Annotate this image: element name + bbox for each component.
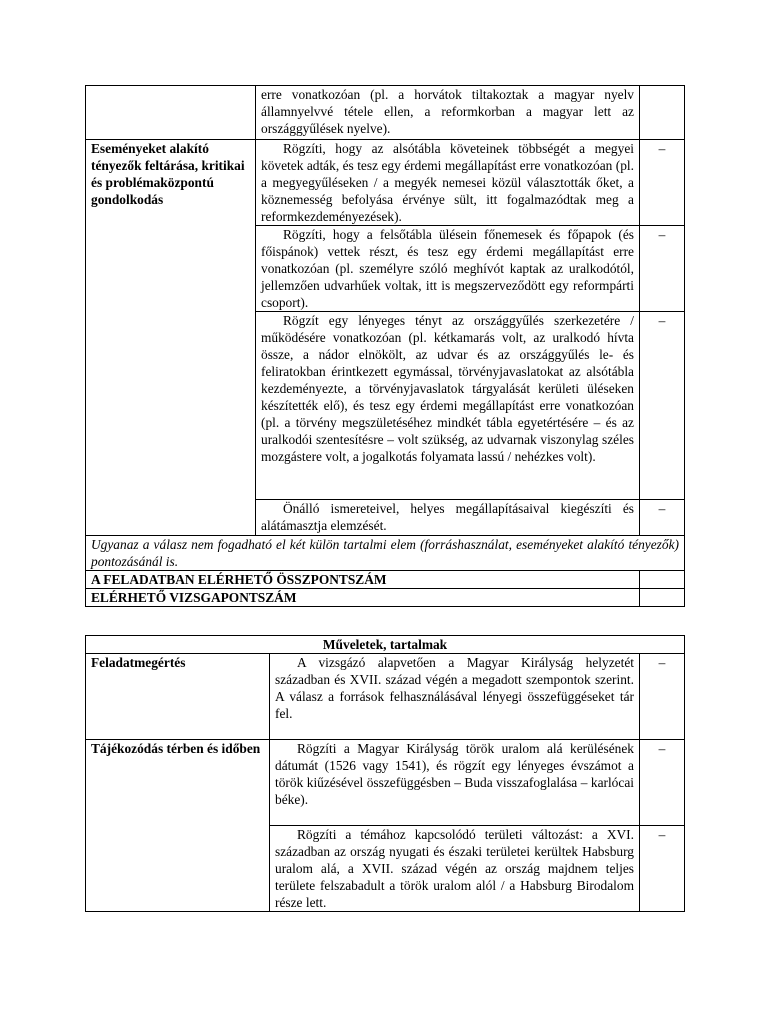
exam-total-label: ELÉRHETŐ VIZSGAPONTSZÁM <box>86 589 640 607</box>
task-total-label: A FELADATBAN ELÉRHETŐ ÖSSZPONTSZÁM <box>86 571 640 589</box>
points-cell: – <box>640 226 685 312</box>
note-text: Ugyanaz a válasz nem fogadható el két külön tartalmi elem (forráshasználat, eseményeket alakító tényezők) pontozásánál is. <box>86 536 685 571</box>
row-description: A vizsgázó alapvetően a Magyar Királyság helyzetét században és XVII. század végén a megadott szempontok szerint. A válasz a források felhasználásával lényegi összefüggéseket tár fel. <box>270 654 640 740</box>
points-cell: – <box>640 312 685 500</box>
criterion-label: Tájékozódás térben és időben <box>86 740 270 912</box>
row-description: Rögzít egy lényeges tényt az országgyűlés szerkezetére / működésére vonatkozóan (pl. kétkamarás volt, az uralkodó hívta össze, a nádor elnökölt, az udvar és az országgyűlés le- és feliratokban érintkezett egymással, törvényjavaslatokat az alsótábla kezdeményezte, a törvényjavaslatok tárgyalását kerületi üléseken készítették elő), és tesz egy érdemi megállapítást erre vonatkozóan (pl. a törvény megszületéséhez mindkét tábla egyetértésére – és az uralkodói szentesítésre – volt szükség, az udvarnak viszonylag széles mozgástere volt, a jogalkotás folyamata lassú / nehézkes volt). <box>256 312 640 500</box>
table-header: Műveletek, tartalmak <box>86 636 685 654</box>
criterion-label: Feladatmegértés <box>86 654 270 740</box>
row-description: Rögzíti, hogy a felsőtábla ülésein főnemesek és főpapok (és főispánok) vettek részt, és tesz egy érdemi megállapítást erre vonatkozóan (pl. személyre szóló meghívót kaptak az uralkodótól, jellemzően udvarhűek voltak, itt is megszerveződött egy reformpárti csoport). <box>256 226 640 312</box>
row-description: Rögzíti a témához kapcsolódó területi változást: a XVI. században az ország nyugati és északi területei kerültek Habsburg uralom alá, a XVII. század végén az ország majdnem teljes területe felszabadult a török uralom alól / a Habsburg Birodalom része lett. <box>270 826 640 912</box>
criterion-label: Eseményeket alakító tényezők feltárása, kritikai és problémaközpontú gondolkodás <box>86 140 256 536</box>
points-cell: – <box>640 654 685 740</box>
task-total-value <box>640 571 685 589</box>
criterion-cell-empty <box>86 86 256 140</box>
scoring-table-2 <box>85 635 685 912</box>
scoring-table-1 <box>85 85 685 607</box>
exam-total-value <box>640 589 685 607</box>
row-description: Rögzíti a Magyar Királyság török uralom alá kerülésének dátumát (1526 vagy 1541), és rögzít egy lényeges évszámot a török kiűzésével összefüggésben – Buda visszafoglalása – karlócai béke). <box>270 740 640 826</box>
row-description: Önálló ismereteivel, helyes megállapításaival kiegészíti és alátámasztja elemzését. <box>256 500 640 536</box>
points-cell: – <box>640 826 685 912</box>
points-cell: – <box>640 500 685 536</box>
points-cell: – <box>640 140 685 226</box>
points-cell: – <box>640 740 685 826</box>
points-cell-empty <box>640 86 685 140</box>
row-description: erre vonatkozóan (pl. a horvátok tiltakoztak a magyar nyelv államnyelvvé tétele ellen, a reformkorban a magyar lett az országgyűlések nyelve). <box>256 86 640 140</box>
row-description: Rögzíti, hogy az alsótábla követeinek többségét a megyei követek adták, és tesz egy érdemi megállapítást erre vonatkozóan (pl. a megyegyűléseken / a megyék nemesei közül választották őket, a köznemesség befolyása érvénye sült, itt fogalmazódtak meg a reformkezdeményezések). <box>256 140 640 226</box>
